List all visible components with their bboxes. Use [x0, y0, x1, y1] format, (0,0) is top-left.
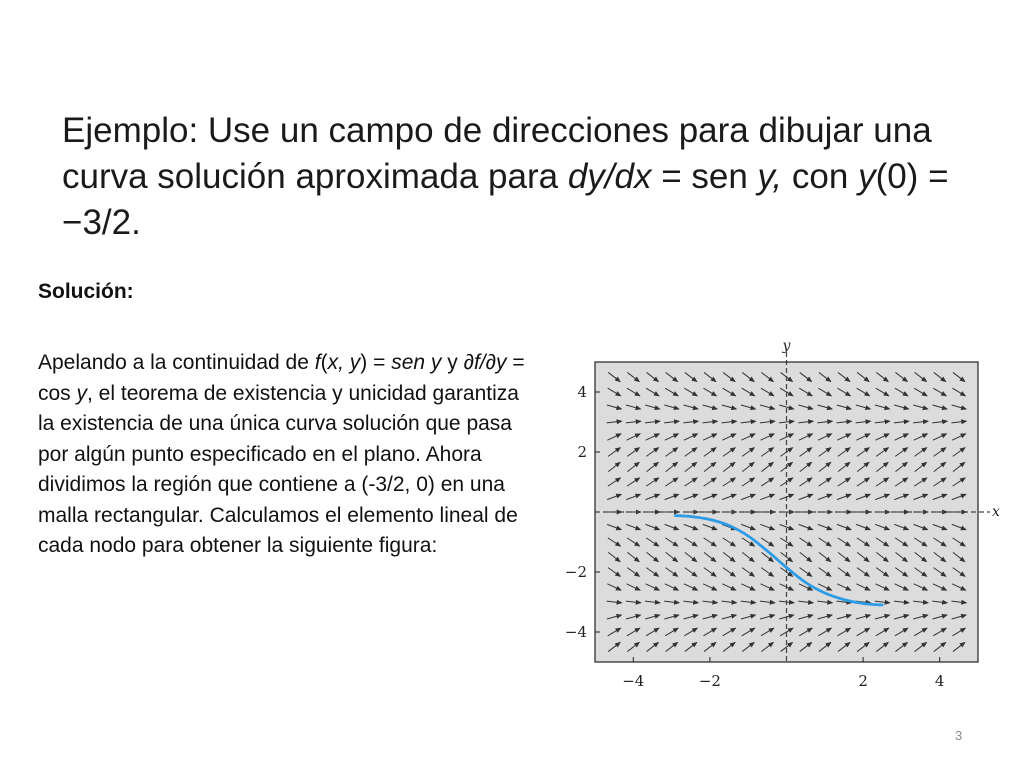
page-number: 3 [955, 728, 963, 743]
body-text: y [441, 351, 464, 374]
y-tick-label: −2 [564, 563, 587, 581]
body-text: = cos [38, 351, 525, 405]
y-tick-label: 2 [577, 443, 587, 461]
x-tick-label: −4 [622, 672, 645, 690]
body-math: y [76, 381, 88, 405]
title-text: con [782, 157, 859, 196]
title-text: Ejemplo: Use un campo de direcciones para dibujar una curva solución aproximada para [62, 111, 932, 196]
title-derivative: dy/dx [567, 157, 652, 196]
body-text: ( [320, 351, 328, 374]
x-tick-label: −2 [698, 672, 721, 690]
body-math: ∂f/∂y [463, 351, 507, 374]
body-text: ) = [360, 351, 392, 374]
y-tick-label: 4 [577, 383, 587, 401]
direction-field-chart [540, 335, 1000, 695]
title-variable: y, [757, 157, 783, 196]
title-initial-condition: (0) = −3/2. [62, 157, 949, 242]
x-axis-label: x [992, 504, 1000, 520]
title-text: = sen [651, 157, 758, 196]
solution-heading: Solución: [38, 280, 134, 303]
x-tick-label: 4 [934, 672, 945, 690]
body-text: , el teorema de existencia y unicidad garantiza la existencia de una única curva solución que pasa por algún punto especificado en el plano. Ahora dividimos la región que contiene a (-3/2, 0) en una malla rectangular. Calculamos el elemento lineal de cada nodo para obtener la siguiente figura: [38, 381, 519, 557]
body-math: sen y [391, 351, 442, 374]
body-math: f [314, 351, 321, 374]
x-tick-label: 2 [858, 672, 868, 690]
y-tick-label: −4 [564, 623, 587, 641]
body-text: Apelando a la continuidad de [38, 351, 315, 374]
body-math: x, y [327, 351, 361, 374]
solution-body [38, 348, 528, 562]
title-variable: y [858, 157, 876, 196]
slide-title [62, 108, 982, 246]
y-axis-label: y [782, 338, 791, 354]
